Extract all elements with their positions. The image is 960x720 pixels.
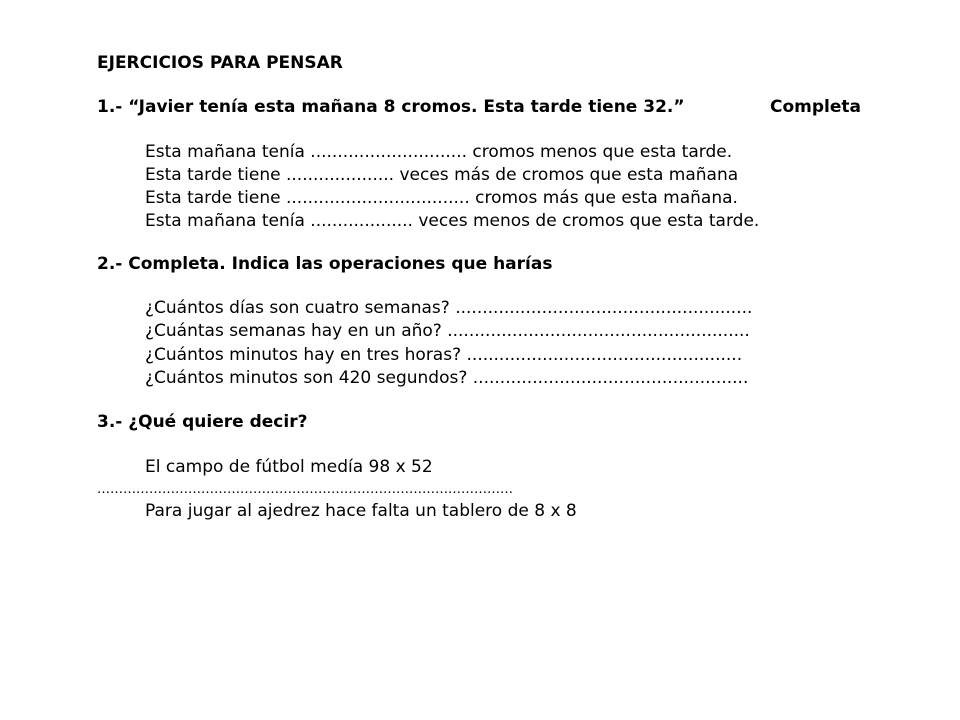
question-3-line-1: El campo de fútbol medía 98 x 52 bbox=[145, 457, 433, 477]
question-2-heading: 2.- Completa. Indica las operaciones que harías bbox=[97, 254, 553, 274]
question-1-line-3: Esta tarde tiene .................................. cromos más que esta mañana. bbox=[145, 188, 738, 208]
question-3-answer-dots: …………………………………………………………………………………… bbox=[97, 482, 513, 497]
question-2-line-4: ¿Cuántos minutos son 420 segundos? ................................................... bbox=[145, 368, 749, 388]
question-1-instruction: Completa bbox=[770, 97, 861, 117]
question-2-line-1: ¿Cuántos días son cuatro semanas? ....................................................... bbox=[145, 298, 753, 318]
question-1-line-4: Esta mañana tenía ................... veces menos de cromos que esta tarde. bbox=[145, 211, 760, 231]
question-1-line-2: Esta tarde tiene .................... veces más de cromos que esta mañana bbox=[145, 165, 739, 185]
question-3-heading: 3.- ¿Qué quiere decir? bbox=[97, 412, 308, 432]
question-1-heading: 1.- “Javier tenía esta mañana 8 cromos. Esta tarde tiene 32.” bbox=[97, 97, 685, 117]
question-2-line-2: ¿Cuántas semanas hay en un año? ........................................................ bbox=[145, 321, 750, 341]
question-1-line-1: Esta mañana tenía ............................. cromos menos que esta tarde. bbox=[145, 142, 733, 162]
question-2-line-3: ¿Cuántos minutos hay en tres horas? ................................................... bbox=[145, 345, 743, 365]
question-3-line-2: Para jugar al ajedrez hace falta un tablero de 8 x 8 bbox=[145, 501, 577, 521]
worksheet-title: EJERCICIOS PARA PENSAR bbox=[97, 53, 343, 73]
